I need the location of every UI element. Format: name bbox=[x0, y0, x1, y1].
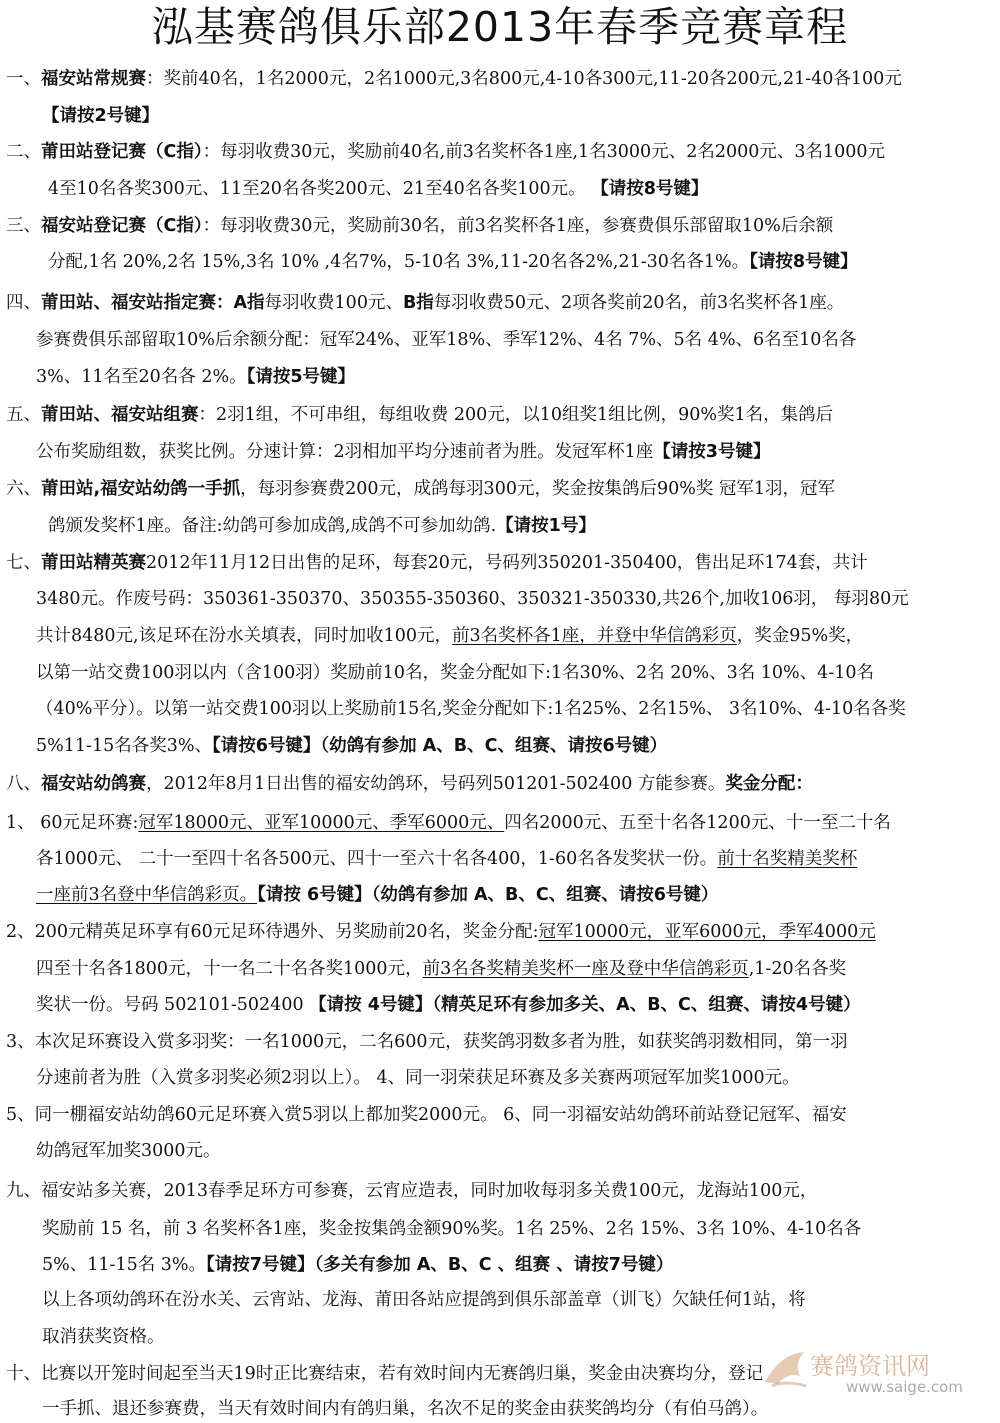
document-line bbox=[42, 1395, 768, 1423]
line-text: 分配,1名 20%,2名 15%,3名 10% ,4名7%，5-10名 3%,11-20名各2%,21-30名各1%。 bbox=[48, 252, 750, 272]
document-line bbox=[36, 695, 906, 723]
line-text: 奖状一份。号码 502101-502400 bbox=[36, 995, 310, 1015]
line-text: 四、 bbox=[6, 293, 41, 313]
line-text: ,1-20名各奖 bbox=[748, 959, 847, 979]
line-text: 奖励前 15 名，前 3 名奖杯各1座，奖金按集鸽金额90%奖。1名 25%、2名 15%、3名 10%、4-10名各 bbox=[42, 1219, 862, 1239]
line-text: 七、 bbox=[6, 553, 41, 573]
bold-text: 奖金分配： bbox=[725, 774, 813, 794]
document-line bbox=[6, 212, 833, 240]
document-line bbox=[6, 549, 868, 577]
document-line bbox=[42, 1251, 673, 1279]
bold-text: 【请按7号键】（多关有参加 A、B、C 、组赛 、请按7号键） bbox=[206, 1255, 674, 1275]
underlined-text: 一座前3名登中华信鸽彩页。 bbox=[36, 885, 258, 905]
line-text: 每羽收费100元、 bbox=[264, 293, 403, 313]
document-line bbox=[36, 732, 667, 760]
bold-text: 莆田站精英赛 bbox=[41, 553, 146, 573]
bold-text: 【请按5号键】 bbox=[246, 367, 356, 387]
document-line bbox=[36, 585, 909, 613]
document-line bbox=[36, 845, 857, 873]
document-line bbox=[6, 138, 885, 166]
document-line bbox=[36, 881, 718, 909]
document-line bbox=[48, 175, 708, 203]
document-line bbox=[6, 770, 813, 798]
line-text: 以第一站交费100羽以内（含100羽）奖励前10名，奖金分配如下:1名30%、2名 20%、3名 10%、4-10名 bbox=[36, 663, 874, 683]
bold-text: 【请按3号键】 bbox=[653, 442, 771, 462]
line-text: 四至十名各1800元，十一名二十名各奖1000元， bbox=[36, 959, 423, 979]
underlined-text: 前3名奖杯各1座，并登中华信鸽彩页 bbox=[452, 626, 737, 646]
line-text: 公布奖励组数，获奖比例。分速计算：2羽相加平均分速前者为胜。发冠军杯1座 bbox=[36, 442, 654, 462]
line-text: 八、 bbox=[6, 774, 41, 794]
bold-text: 福安站常规赛 bbox=[41, 69, 146, 89]
bold-text: 莆田站登记赛（C指） bbox=[41, 142, 203, 162]
document-line bbox=[6, 1360, 763, 1388]
bold-text: 【请按 4号键】（精英足环有参加多关、A、B、C、组赛、请按4号键） bbox=[309, 995, 861, 1015]
document-line bbox=[6, 475, 835, 503]
line-text: （40%平分）。以第一站交费100羽以上奖励前15名,奖金分配如下:1名25%、2名15%、 3名10%、4-10名各奖 bbox=[36, 699, 906, 719]
underlined-text: 冠军18000元、亚军10000元、季军6000元、 bbox=[138, 813, 505, 833]
bold-text: 莆田站,福安站幼鸽一手抓 bbox=[41, 479, 241, 499]
document-line bbox=[36, 1064, 800, 1092]
watermark-url: www.saige.com bbox=[846, 1378, 963, 1396]
document-line bbox=[36, 955, 846, 983]
line-text: 九、福安站多关赛，2013春季足环方可参赛，云宵应造表，同时加收每羽多关费100元，龙海站100元， bbox=[6, 1181, 818, 1201]
document-line bbox=[6, 65, 902, 93]
document-line bbox=[42, 1215, 861, 1243]
line-text: 参赛费俱乐部留取10%后余额分配：冠军24%、亚军18%、季军12%、4名 7%、5名 4%、6名至10名各 bbox=[36, 330, 857, 350]
line-text: 三、 bbox=[6, 216, 41, 236]
document-line bbox=[6, 1101, 847, 1129]
document-line bbox=[36, 1137, 221, 1165]
document-line bbox=[6, 809, 891, 837]
document-line bbox=[36, 326, 856, 354]
line-text: 一手抓、退还参赛费，当天有效时间内有鸽归巢，名次不足的奖金由获奖鸽均分（有伯马鸽）。 bbox=[42, 1399, 769, 1419]
line-text: 1、 60元足环赛: bbox=[6, 813, 139, 833]
bold-text: B指 bbox=[402, 293, 434, 313]
underlined-text: 冠军10000元，亚军6000元，季军4000元 bbox=[538, 922, 876, 942]
bold-text: 【请按 6号键】（幼鸽有参加 A、B、C、组赛、请按6号键） bbox=[257, 885, 719, 905]
bold-text: 福安站登记赛（C指） bbox=[41, 216, 203, 236]
document-line bbox=[36, 659, 874, 687]
document-line bbox=[36, 991, 861, 1019]
line-text: 鸽颁发奖杯1座。备注:幼鸽可参加成鸽,成鸽不可参加幼鸽. bbox=[48, 516, 497, 536]
bold-text: 【请按1号】 bbox=[496, 516, 596, 536]
bold-text: 【请按8号键】 bbox=[591, 179, 709, 199]
line-text: 十、比赛以开笼时间起至当天19时正比赛结束，若有效时间内无赛鸽归巢，奖金由决赛均分，登记 bbox=[6, 1364, 764, 1384]
line-text: 5、同一棚福安站幼鸽60元足环赛入赏5羽以上都加奖2000元。 6、同一羽福安站幼鸽环前站登记冠军、福安 bbox=[6, 1105, 847, 1125]
line-text: 3%、11名至20名各 2%。 bbox=[36, 367, 247, 387]
underlined-text: 前3名各奖精美奖杯一座及登中华信鸽彩页 bbox=[422, 959, 749, 979]
bold-text: 【请按6号键】（幼鸽有参加 A、B、C、组赛、请按6号键） bbox=[211, 736, 668, 756]
watermark-text: 赛鸽资讯网 bbox=[810, 1352, 930, 1380]
line-text: ，每羽参赛费200元，成鸽每羽300元，奖金按集鸽后90%奖 冠军1羽，冠军 bbox=[240, 479, 836, 499]
bold-text: 福安站幼鸽赛 bbox=[41, 774, 146, 794]
document-line bbox=[6, 918, 876, 946]
line-text: 各1000元、 二十一至四十名各500元、四十一至六十名各400，1-60名各发奖状一份。 bbox=[36, 849, 718, 869]
pigeon-logo-icon bbox=[760, 1346, 810, 1396]
line-text: ：2羽1组，不可串组，每组收费 200元，以10组奖1组比例，90%奖1名，集鸽后 bbox=[198, 405, 834, 425]
bold-text: 【请按8号键】 bbox=[749, 252, 858, 272]
line-text: 五、 bbox=[6, 405, 41, 425]
line-text: 分速前者为胜（入赏多羽奖必须2羽以上）。 4、同一羽荣获足环赛及多关赛两项冠军加奖1000元。 bbox=[36, 1068, 800, 1088]
line-text: ，2012年8月1日出售的福安幼鸽环，号码列501201-502400 方能参赛。 bbox=[146, 774, 726, 794]
line-text: 4至10名各奖300元、11至20名各奖200元、21至40名各奖100元。 bbox=[48, 179, 592, 199]
line-text: 取消获奖资格。 bbox=[42, 1327, 165, 1347]
line-text: ：奖前40名，1名2000元，2名1000元,3名800元,4-10各300元,11-20各200元,21-40各100元 bbox=[146, 69, 902, 89]
line-text: 3480元。作废号码：350361-350370、350355-350360、350321-350330,共26个,加收106羽， 每羽80元 bbox=[36, 589, 909, 609]
document-line bbox=[36, 363, 355, 391]
bold-text: 莆田站、福安站组赛 bbox=[41, 405, 199, 425]
document-line bbox=[6, 401, 833, 429]
bold-text: 【请按2号键】 bbox=[42, 106, 160, 126]
line-text: 共计8480元,该足环在汾水关填表，同时加收100元， bbox=[36, 626, 452, 646]
line-text: 幼鸽冠军加奖3000元。 bbox=[36, 1141, 221, 1161]
watermark bbox=[760, 1342, 990, 1402]
document-line bbox=[6, 1177, 817, 1205]
page-title: 泓基赛鸽俱乐部2013年春季竞赛章程 bbox=[151, 3, 849, 51]
document-line bbox=[42, 1323, 165, 1351]
line-text: 5%11-15名各奖3%、 bbox=[36, 736, 212, 756]
document-line bbox=[36, 438, 770, 466]
line-text: 5%、11-15名 3%。 bbox=[42, 1255, 207, 1275]
line-text: 2012年11月12日出售的足环，每套20元，号码列350201-350400，售出足环174套，共计 bbox=[146, 553, 868, 573]
line-text: 六、 bbox=[6, 479, 41, 499]
line-text: 二、 bbox=[6, 142, 41, 162]
document-line bbox=[48, 512, 596, 540]
line-text: ：每羽收费30元，奖励前30名，前3名奖杯各1座，参赛费俱乐部留取10%后余额 bbox=[202, 216, 834, 236]
line-text: 3、本次足环赛设入赏多羽奖：一名1000元，二名600元，获奖鸽羽数多者为胜，如获奖鸽羽数相同，第一羽 bbox=[6, 1032, 848, 1052]
document-line bbox=[42, 1286, 806, 1314]
document-line bbox=[42, 102, 159, 130]
line-text: 每羽收费50元、2项各奖前20名，前3名奖杯各1座。 bbox=[433, 293, 845, 313]
line-text: 四名2000元、五至十名各1200元、十一至二十名 bbox=[504, 813, 891, 833]
bold-text: 莆田站、福安站指定赛：A指 bbox=[41, 293, 265, 313]
document-line bbox=[48, 248, 858, 276]
line-text: 以上各项幼鸽环在汾水关、云宵站、龙海、莆田各站应提鸽到俱乐部盖章（训飞）欠缺任何1站，将 bbox=[42, 1290, 806, 1310]
line-text: ：每羽收费30元，奖励前40名,前3名奖杯各1座,1名3000元、2名2000元、3名1000元 bbox=[202, 142, 886, 162]
line-text: 一、 bbox=[6, 69, 41, 89]
line-text: 2、200元精英足环享有60元足环待遇外、另奖励前20名，奖金分配: bbox=[6, 922, 539, 942]
line-text: ，奖金95%奖， bbox=[736, 626, 864, 646]
document-line bbox=[36, 622, 863, 650]
document-line bbox=[6, 289, 844, 317]
document-line bbox=[6, 1028, 848, 1056]
underlined-text: 前十名奖精美奖杯 bbox=[717, 849, 858, 869]
